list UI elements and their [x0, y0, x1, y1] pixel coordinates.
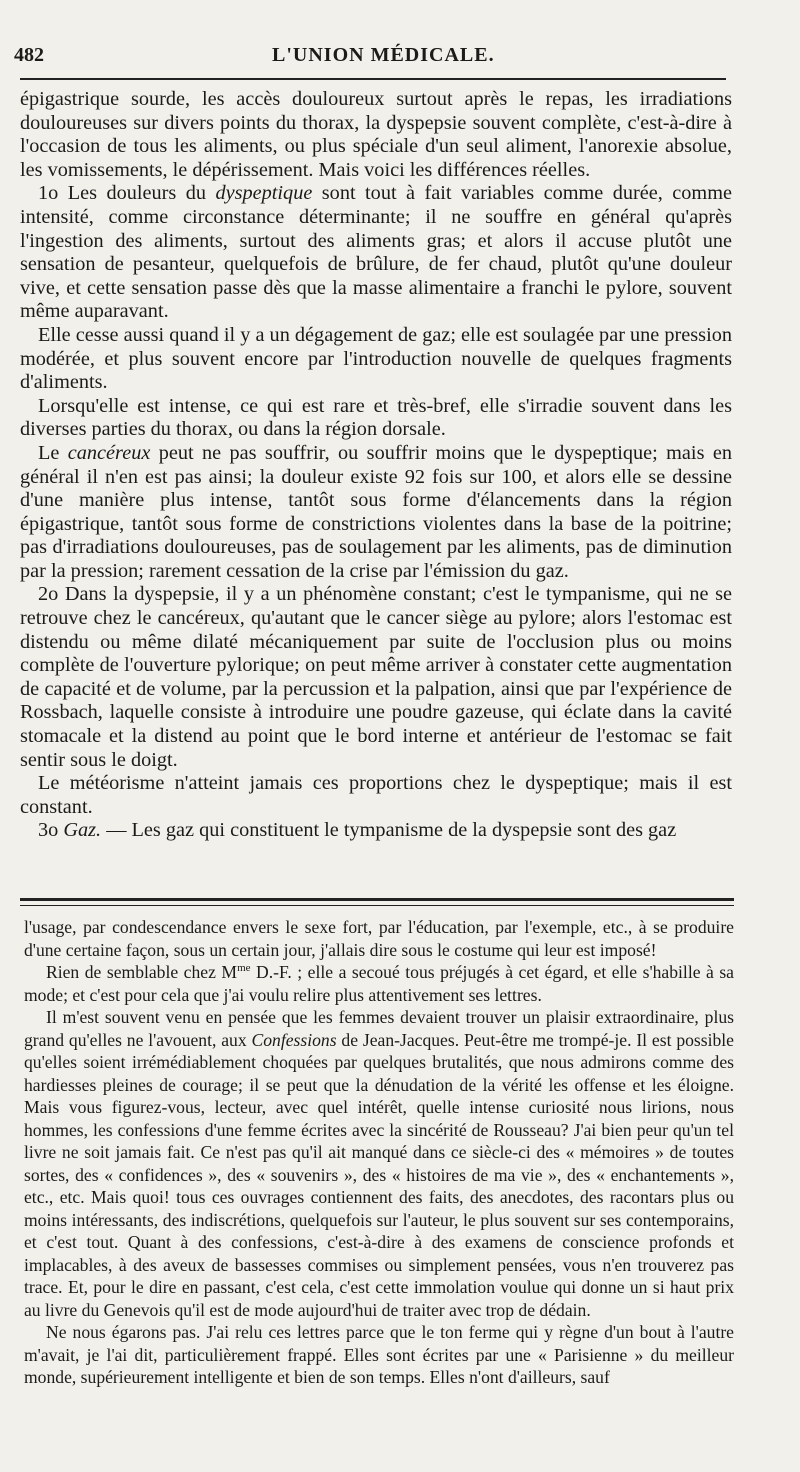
feuilleton-paragraph: Il m'est souvent venu en pensée que les femmes devaient trouver un plaisir extraordinaire, plus grand qu'elles ne l'avouent, aux Confessions de Jean-Jacques. Peut-être me trompé-je. Il est possible qu'elles soient irrémédiablement choquées par quelques brutalités, que nous admirons comme des hardiesses pleines de courage; il se peut que la dénudation de la vérité les offense et les éloigne. Mais vous figurez-vous, lecteur, avec quel intérêt, quelle intense curiosité nous lirions, nous hommes, les confessions d'une femme écrites avec la sincérité de Rousseau? J'ai bien peur qu'un tel livre ne soit jamais fait. Ce n'est pas qu'il ait manqué dans ce siècle-ci des « mémoires » de toutes sortes, des « confidences », des « souvenirs », des « histoires de ma vie », des « enchantements », etc., etc. Mais quoi! tous ces ouvrages contiennent des faits, des anecdotes, des racontars plus ou moins intéressants, des indiscrétions, quelquefois sur l'auteur, le plus souvent sur ses contemporains, et c'est tout. Quant à des confessions, c'est-à-dire à des examens de conscience profonds et implacables, à des aveux de bassesses commises ou simplement pensées, vous n'en trouverez pas trace. Et, pour le dire en passant, c'est cela, c'est cette immolation voulue qui donne un si haut prix au livre du Genevois qu'il est de mode aujourd'hui de traiter avec trop de dédain.	[24, 1007, 734, 1320]
paragraph: Le météorisme n'atteint jamais ces proportions chez le dyspeptique; mais il est constant.	[20, 772, 732, 818]
feuilleton-paragraph: l'usage, par condescendance envers le sexe fort, par l'éducation, par l'exemple, etc., à se produire d'une certaine façon, sous un certain jour, j'allais dire sous le costume qui leur est imposé!	[24, 917, 734, 960]
main-text-column	[20, 88, 732, 843]
italic-term: dyspeptique	[215, 182, 313, 205]
page-header	[14, 40, 726, 74]
paragraph: 1o Les douleurs du dyspeptique sont tout à fait variables comme durée, comme intensité, comme circonstance déterminante; il ne souffre en général qu'après l'ingestion des aliments, surtout des aliments gras; et alors il accuse plutôt une sensation de pesanteur, quelquefois de brûlure, de fer chaud, plutôt qu'une douleur vive, et cette sensation passe dès que la masse alimentaire a franchi le pylore, souvent même auparavant.	[20, 182, 732, 323]
paragraph: épigastrique sourde, les accès douloureux surtout après le repas, les irradiations douloureuses sur divers points du thorax, la dyspepsie souvent complète, c'est-à-dire à l'occasion de tous les aliments, ou plus spéciale d'un seul aliment, l'anorexie absolue, les vomissements, le dépérissement. Mais voici les différences réelles.	[20, 88, 732, 181]
feuilleton-column	[24, 916, 734, 1389]
feuilleton-paragraph: Ne nous égarons pas. J'ai relu ces lettres parce que le ton ferme qui y règne d'un bout à l'autre m'avait, je l'ai dit, particulièrement frappé. Elles sont écrites par une « Parisienne » du meilleur monde, supérieurement intelligente et bien de son temps. Elles n'ont d'ailleurs, sauf	[24, 1322, 734, 1387]
page-number: 482	[14, 44, 44, 66]
feuilleton-rule	[20, 898, 734, 901]
italic-term: Gaz.	[63, 819, 102, 842]
feuilleton-paragraph: Rien de semblable chez $M^{me}$ D.-F. ; elle a secoué tous préjugés à cet égard, et elle s'habille à sa mode; et c'est pour cela que j'ai voulu relire plus attentivement ses lettres.	[24, 962, 734, 1005]
paragraph: 3o Gaz. — Les gaz qui constituent le tympanisme de la dyspepsie sont des gaz	[38, 819, 677, 842]
italic-term: cancéreux	[67, 441, 151, 464]
paragraph: 2o Dans la dyspepsie, il y a un phénomène constant; c'est le tympanisme, qui ne se retrouve chez le cancéreux, qu'autant que le cancer siège au pylore; alors l'estomac est distendu ou même dilaté mécaniquement par suite de l'occlusion plus ou moins complète de l'ouverture pylorique; on peut même arriver à constater cette augmentation de capacité et de volume, par la percussion et la palpation, ainsi que par l'expérience de Rossbach, laquelle consiste à introduire une poudre gazeuse, qui éclate dans la cavité stomacale et la distend au point que le bord interne et antérieur de l'estomac se fait sentir sous le doigt.	[20, 583, 732, 771]
header-rule	[20, 78, 726, 80]
italic-title: Confessions	[251, 1029, 337, 1050]
paragraph: Elle cesse aussi quand il y a un dégagement de gaz; elle est soulagée par une pression modérée, et plus souvent encore par l'introduction nouvelle de quelques fragments d'aliments.	[20, 323, 732, 394]
paragraph: Lorsqu'elle est intense, ce qui est rare et très-bref, elle s'irradie souvent dans les diverses parties du thorax, ou dans la région dorsale.	[20, 394, 732, 441]
running-title: L'UNION MÉDICALE.	[272, 44, 495, 66]
paragraph: Le cancéreux peut ne pas souffrir, ou souffrir moins que le dyspeptique; mais en général il n'en est pas ainsi; la douleur existe 92 fois sur 100, et alors elle se dessine d'une manière plus intense, tantôt sous forme d'élancements dans la région épigastrique, tantôt sous forme de constrictions violentes dans la base de la poitrine; pas d'irradiations douloureuses, pas de soulagement par les aliments, pas de diminution par la pression; rarement cessation de la crise par l'émission du gaz.	[20, 441, 732, 582]
feuilleton-rule	[20, 905, 734, 906]
